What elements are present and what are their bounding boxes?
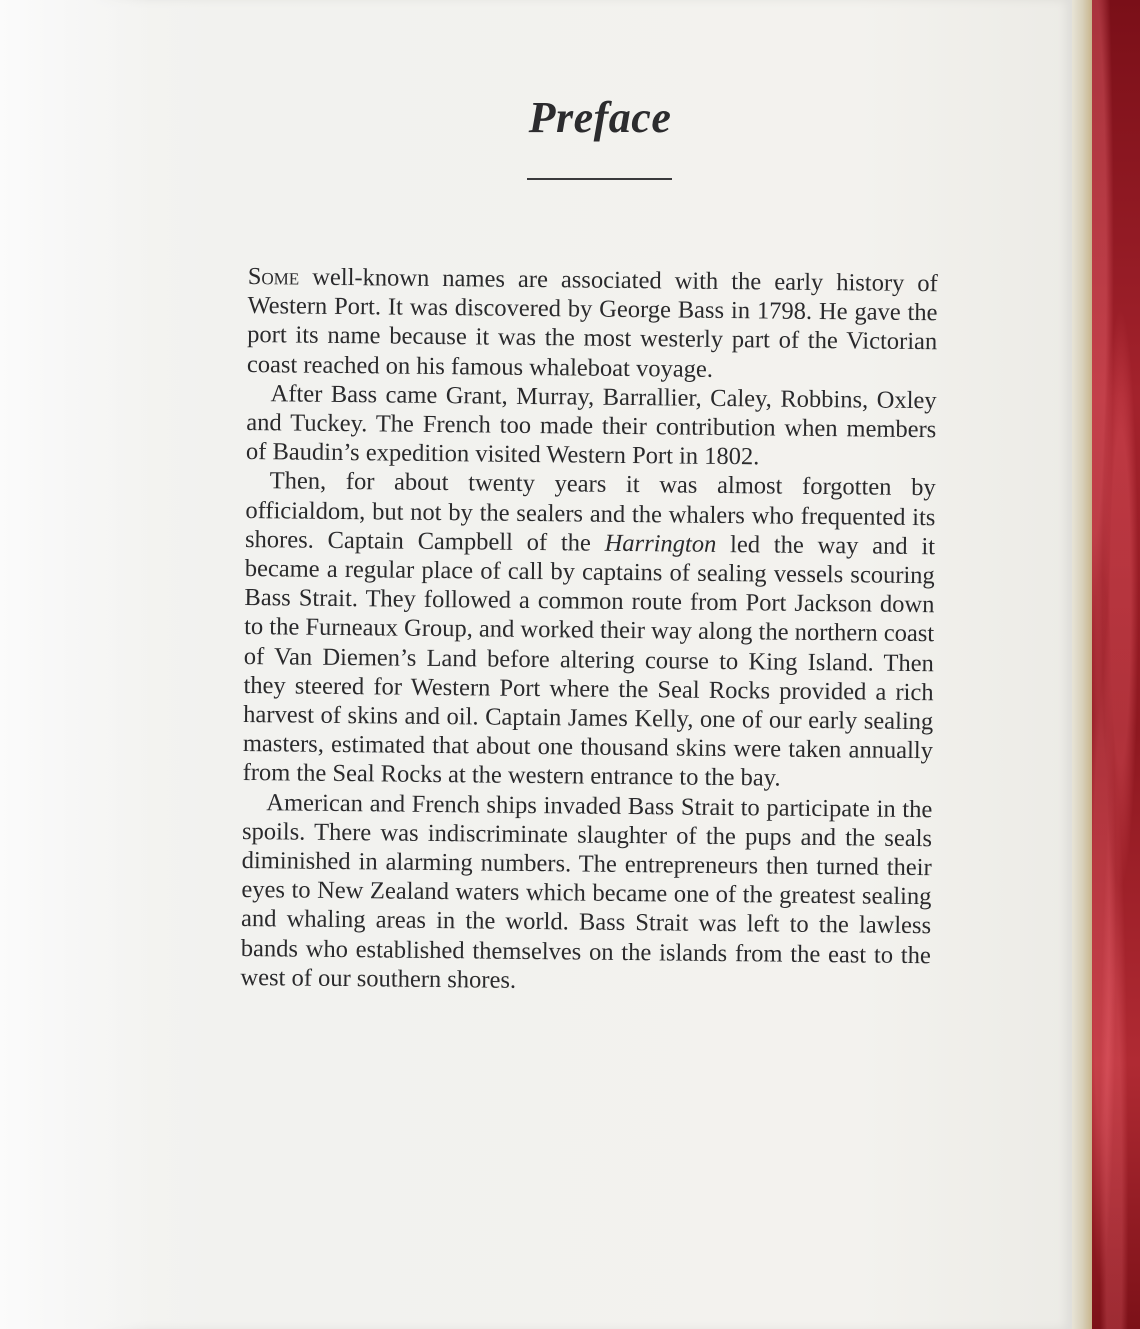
paragraph-3-text-before: Then, for about twenty years it was almost forgotten by officialdom, but not by the sealers and the whalers who frequented its shores. Captain Campbell of the <box>244 467 936 557</box>
paragraph-1-text: well-known names are associated with the early history of Western Port. It was discovered by George Bass in 1798. He gave the port its name because it was the most westerly part of the Victorian coast reached on his famous whaleboat voyage. <box>246 263 938 383</box>
paragraph-lead-word: Some <box>247 262 300 291</box>
paragraph-3-text-after: led the way and it became a regular place of call by captains of sealing vessels scouring Bass Strait. They followed a common route from Port Jackson down to the Furneaux Group, and worked their way along the northern coast of Van Diemen’s Land before altering course to King Island. Then they steered for Western Port where the Seal Rocks provided a rich harvest of skins and oil. Captain James Kelly, one of our early sealing masters, estimated that about one thousand skins were taken annually from the Seal Rocks at the western entrance to the bay. <box>242 530 936 793</box>
ship-name: Harrington <box>604 529 717 558</box>
paragraph-4: American and French ships invaded Bass Strait to participate in the spoils. There was indiscriminate slaughter of the pups and the seals diminished in alarming numbers. The entrepreneurs then turned their eyes to New Zealand waters which became one of the greatest sealing and whaling areas in the world. Bass Strait was left to the lawless bands who established themselves on the islands from the east to the west of our southern shores. <box>240 788 933 994</box>
paragraph-3 <box>242 466 935 794</box>
preface-body <box>240 262 938 999</box>
page-gutter <box>0 0 150 1329</box>
paragraph-2: After Bass came Grant, Murray, Barrallier, Caley, Robbins, Oxley and Tuckey. The French too made their contribution when members of Baudin’s expedition visited Western Port in 1802. <box>245 380 937 471</box>
page-title: Preface <box>528 93 672 142</box>
paragraph-1 <box>247 262 938 386</box>
title-divider <box>527 178 672 180</box>
